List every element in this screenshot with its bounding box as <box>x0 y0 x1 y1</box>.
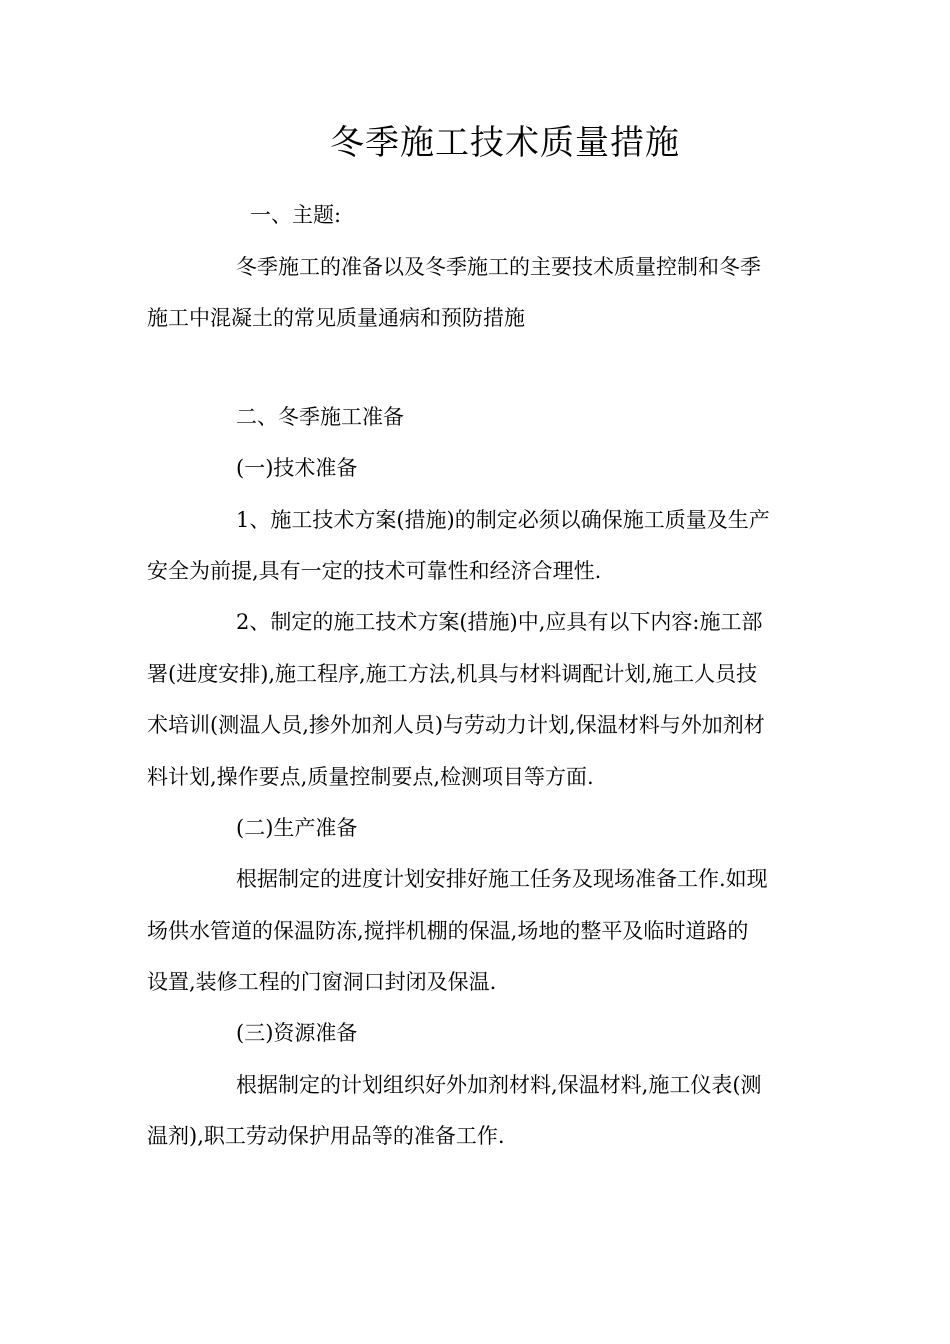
subsection-heading-technical: (一)技术准备 <box>236 456 358 480</box>
paragraph-line: 署(进度安排),施工程序,施工方法,机具与材料调配计划,施工人员技 <box>147 662 758 686</box>
paragraph-line: 设置,装修工程的门窗洞口封闭及保温. <box>147 970 497 994</box>
paragraph-line: 2、制定的施工技术方案(措施)中,应具有以下内容:施工部 <box>236 610 763 634</box>
section-heading-topic: 一、主题: <box>250 203 342 227</box>
paragraph-line: 根据制定的计划组织好外加剂材料,保温材料,施工仪表(测 <box>236 1073 762 1097</box>
paragraph-line: 场供水管道的保温防冻,搅拌机棚的保温,场地的整平及临时道路的 <box>147 919 749 943</box>
section-heading-preparation: 二、冬季施工准备 <box>236 405 404 429</box>
paragraph-line: 安全为前提,具有一定的技术可靠性和经济合理性. <box>147 559 602 583</box>
paragraph-line: 冬季施工的准备以及冬季施工的主要技术质量控制和冬季 <box>236 255 761 279</box>
subsection-heading-production: (二)生产准备 <box>236 816 358 840</box>
paragraph-line: 术培训(测温人员,掺外加剂人员)与劳动力计划,保温材料与外加剂材 <box>147 713 765 737</box>
paragraph-line: 温剂),职工劳动保护用品等的准备工作. <box>147 1124 505 1148</box>
paragraph-line: 施工中混凝土的常见质量通病和预防措施 <box>147 306 525 330</box>
document-title: 冬季施工技术质量措施 <box>330 123 680 163</box>
paragraph-line: 根据制定的进度计划安排好施工任务及现场准备工作.如现 <box>236 867 768 891</box>
paragraph-line: 料计划,操作要点,质量控制要点,检测项目等方面. <box>147 765 594 789</box>
paragraph-line: 1、施工技术方案(措施)的制定必须以确保施工质量及生产 <box>236 508 770 532</box>
subsection-heading-resources: (三)资源准备 <box>236 1021 358 1045</box>
